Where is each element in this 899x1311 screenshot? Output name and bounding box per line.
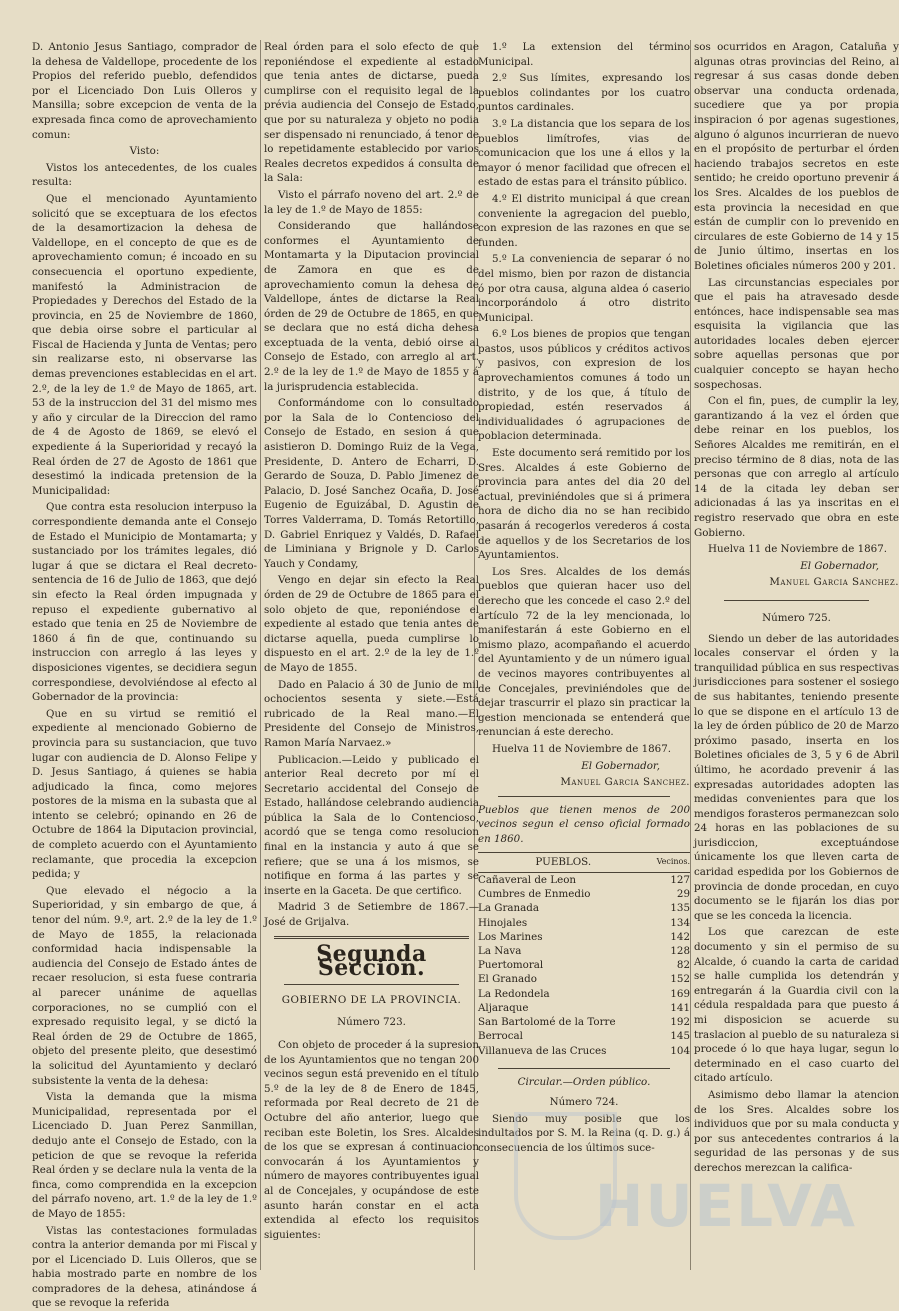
pueblo-name: Cumbres de Enmedio bbox=[478, 887, 649, 901]
pueblo-name: La Nava bbox=[478, 944, 649, 958]
paragraph: Real órden para el solo efecto de que reponiéndose el expediente al estado que tenia antes de dictarse, pueda cumplirse con el requisito legal de la prévia audiencia del Consejo de Estado, que por su naturaleza y objeto no podia ser dispensado ni renunciado, á tenor de lo repetidamente establecido por varios Reales decretos expedidos á consulta de la Sala: bbox=[264, 40, 479, 186]
gov-heading: GOBIERNO DE LA PROVINCIA. bbox=[264, 993, 479, 1008]
paragraph: 2.º Sus límites, expresando los pueblos colindantes por los cuatro puntos cardinales. bbox=[478, 71, 690, 115]
vecinos-count: 29 bbox=[649, 887, 690, 901]
paragraph: Visto: bbox=[32, 144, 257, 159]
pueblo-name: La Granada bbox=[478, 901, 649, 915]
paragraph: Madrid 3 de Setiembre de 1867.—José de Grijalva. bbox=[264, 900, 479, 929]
paragraph: Siendo un deber de las autoridades locales conservar el órden y la tranquilidad pública en sus respectivas jurisdicciones para sostener el sosiego de sus habitantes, teniendo presente lo que se dispone en el artículo 13 de la ley de órden público de 20 de Marzo próximo pasado, inserta en los Boletines oficiales de 3, 5 y 6 de Abril último, he acordado prevenir á las expresadas autoridades adopten las medidas convenientes para que los mendigos forasteros permanezcan solo 24 horas en las poblaciones de su jurisdiccion, exceptuándose únicamente los que lleven carta de caridad espedida por los Gobiernos de provincia de donde procedan, en cuyo documento se le fijarán los dias por que se les conceda la licencia. bbox=[694, 632, 899, 924]
pueblo-name: San Bartolomé de la Torre bbox=[478, 1015, 649, 1029]
vecinos-count: 104 bbox=[649, 1044, 690, 1058]
paragraph: 5.º La conveniencia de separar ó no del mismo, bien por razon de distancia ó por otra causa, alguna aldea ó caserio incorporándolo á otro distrito Municipal. bbox=[478, 252, 690, 325]
table-row bbox=[478, 1029, 690, 1043]
pueblos-table bbox=[478, 852, 690, 1057]
divider bbox=[498, 796, 670, 797]
table-header-pueblos: PUEBLOS. bbox=[478, 853, 649, 873]
paragraph: Huelva 11 de Noviembre de 1867. bbox=[478, 742, 690, 757]
table-row bbox=[478, 1001, 690, 1015]
paragraph: 4.º El distrito municipal á que crean conveniente la agregacion del pueblo, con expresion de las razones en que se funden. bbox=[478, 192, 690, 250]
paragraph: Vistos los antecedentes, de los cuales resulta: bbox=[32, 161, 257, 190]
paragraph: Que en su virtud se remitió el expediente al mencionado Gobierno de provincia para su sustanciacion, que tuvo lugar con audiencia de D. Alonso Felipe y D. Jesus Santiago, á quienes se habia adjudicado la finca, como mejores postores de la misma en la subasta que al intento se celebró; opinando en 26 de Octubre de 1864 la Diputacion provincial, de completo acuerdo con el Ayuntamiento reclamante, que procedia la excepcion pedida; y bbox=[32, 707, 257, 882]
table-header-vecinos: Vecinos. bbox=[649, 853, 690, 873]
paragraph: Dado en Palacio á 30 de Junio de mil ochocientos sesenta y siete.—Está rubricado de la Real mano.—El Presidente del Consejo de Ministros, Ramon María Narvaez.» bbox=[264, 678, 479, 751]
paragraph: Este documento será remitido por los Sres. Alcaldes á este Gobierno de provincia para antes del dia 20 del actual, previniéndoles que si á primera hora de dicho dia no se han recibido pasarán á recogerlos verederos á costa de aquellos y de los Secretarios de los Ayuntamientos. bbox=[478, 446, 690, 563]
table-row bbox=[478, 972, 690, 986]
paragraph: sos ocurridos en Aragon, Cataluña y algunas otras provincias del Reino, al regresar á sus casas donde deben observar una conducta ordenada, sucediere que ya por propia inspiracion ó por agenas sugestiones, alguno ó algunos incurrieran de nuevo en el propósito de perturbar el órden haciendo trabajos secretos en este sentido; he creido oportuno prevenir á los Sres. Alcaldes de los pueblos de esta provincia la necesidad en que están de cumplir con lo prevenido en circulares de este Gobierno de 14 y 15 de Junio último, insertas en los Boletines oficiales números 200 y 201. bbox=[694, 40, 899, 274]
paragraph: Vistas las contestaciones formuladas contra la anterior demanda por mi Fiscal y por el Licenciado D. Luis Olleros, que se habia mostrado parte en nombre de los compradores de la dehesa, atinándose á que se revoque la referida bbox=[32, 1224, 257, 1311]
column-divider bbox=[690, 40, 691, 1270]
paragraph: Los que carezcan de este documento y sin el permiso de su Alcalde, ó cuando la carta de caridad se halle cumplida los detendrán y entregarán á la Guardia civil con la cédula respaldada para que puesto á mi disposicion se acuerde su traslacion al pueblo de su naturaleza si procede ó lo que haya lugar, segun lo determinado en el caso cuarto del citado artículo. bbox=[694, 925, 899, 1086]
pueblo-name: Hinojales bbox=[478, 916, 649, 930]
paragraph: Con objeto de proceder á la supresion de los Ayuntamientos que no tengan 200 vecinos segun está prevenido en el título 5.º de la ley de 8 de Enero de 1845, reformada por Real decreto de 21 de Octubre del año anterior, luego que reciban este Boletin, los Sres. Alcaldes de los que se expresan á continuacion convocarán á los Ayuntamientos y número de mayores contribuyentes igual al de Concejales, y ocupándose de este asunto harán constar en el acta extendida al efecto los requisitos siguientes: bbox=[264, 1038, 479, 1242]
signature-title: El Gobernador, bbox=[694, 559, 899, 574]
pueblo-name: Cañaveral de Leon bbox=[478, 873, 649, 888]
table-row bbox=[478, 958, 690, 972]
paragraph: Que contra esta resolucion interpuso la correspondiente demanda ante el Consejo de Estado el Municipio de Montamarta; y sustanciado por los trámites legales, dió lugar á que se dictara el Real decreto-sentencia de 16 de Julio de 1863, que dejó sin efecto la Real órden impugnada y repuso el expediente gubernativo al estado que tenia en 25 de Noviembre de 1860 á fin de que, continuando su instruccion con arreglo á las leyes y disposiciones vigentes, se decidiera segun correspondiese, devolviéndose al efecto al Gobernador de la provincia: bbox=[32, 500, 257, 704]
vecinos-count: 134 bbox=[649, 916, 690, 930]
vecinos-count: 145 bbox=[649, 1029, 690, 1043]
table-body bbox=[478, 873, 690, 1058]
vecinos-count: 142 bbox=[649, 930, 690, 944]
column-1 bbox=[32, 40, 257, 1270]
divider bbox=[724, 600, 869, 601]
vecinos-count: 169 bbox=[649, 987, 690, 1001]
pueblo-name: Puertomoral bbox=[478, 958, 649, 972]
paragraph: Considerando que hallándose conformes el Ayuntamiento de Montamarta y la Diputacion provincial de Zamora en que es de aprovechamiento comun la dehesa de Valdellope, ántes de dictarse la Real órden de 29 de Octubre de 1865, en que se declara que no está dicha dehesa exceptuada de la venta, debió oirse al Consejo de Estado, con arreglo al art. 2.º de la ley de 1.º de Mayo de 1855 y á la jurisprudencia establecida. bbox=[264, 219, 479, 394]
watermark-logo: HUELVA bbox=[595, 1172, 857, 1240]
paragraph: Que elevado el négocio a la Superioridad, y sin embargo de que, á tenor del núm. 9.º, art. 2.º de la ley de 1.º de Mayo de 1855, la relacionada conformidad hacia indispensable la audiencia del Consejo de Estado ántes de recaer resolucion, si esta fuese contraria al parecer unánime de aquellas corporaciones, no se cumplió con el expresado requisito legal, y se dictó la Real órden de 29 de Octubre de 1865, objeto del presente pleito, que desestimó la solicitud del Ayuntamiento y declaró subsistente la venta de la dehesa: bbox=[32, 884, 257, 1088]
paragraph: Huelva 11 de Noviembre de 1867. bbox=[694, 542, 899, 557]
table-row bbox=[478, 887, 690, 901]
table-row bbox=[478, 901, 690, 915]
paragraph: 6.º Los bienes de propios que tengan pastos, usos públicos y créditos activos y pasivos, con expresion de los aprovechamientos comunes á todo un distrito, y de los que, á título de propiedad, estén reservados á individualidades ó agrupaciones de poblacion determinada. bbox=[478, 327, 690, 444]
table-row bbox=[478, 916, 690, 930]
section-rule bbox=[274, 936, 469, 939]
column-divider bbox=[260, 40, 261, 1270]
paragraph: D. Antonio Jesus Santiago, comprador de la dehesa de Valdellope, procedente de los Propios del referido pueblo, defendidos por el Licenciado Don Luis Olleros y Mansilla; sobre excepcion de venta de la expresada finca como de aprovechamiento comun: bbox=[32, 40, 257, 142]
vecinos-count: 127 bbox=[649, 873, 690, 888]
pueblo-name: La Redondela bbox=[478, 987, 649, 1001]
paragraph: Los Sres. Alcaldes de los demás pueblos que quieran hacer uso del derecho que les concede el caso 2.º del artículo 72 de la ley mencionada, lo manifestarán á este Gobierno en el mismo plazo, acompañando el acuerdo del Ayuntamiento y de un número igual de vecinos mayores contribuyentes al de Concejales, previniéndoles que de dejar trascurrir el plazo sin practicar la gestion mencionada se entenderá que renuncian á este derecho. bbox=[478, 565, 690, 740]
paragraph: Asimismo debo llamar la atencion de los Sres. Alcaldes sobre los individuos que por su mala conducta y por sus antecedentes contrarios á la seguridad de las personas y de sus derechos merezcan la califica- bbox=[694, 1088, 899, 1176]
table-row bbox=[478, 1015, 690, 1029]
column-4 bbox=[694, 40, 899, 1270]
signature-name: Manuel Garcia Sanchez. bbox=[694, 575, 899, 590]
pueblo-name: El Granado bbox=[478, 972, 649, 986]
column-3 bbox=[478, 40, 690, 1270]
number-heading: Número 724. bbox=[478, 1095, 690, 1110]
paragraph: Las circunstancias especiales por que el pais ha atravesado desde entónces, hace indispensable sea mas esquisita la vigilancia que las autoridades locales deben ejercer sobre aquellas personas que por cualquier concepto se hayan hecho sospechosas. bbox=[694, 276, 899, 393]
pueblo-name: Aljaraque bbox=[478, 1001, 649, 1015]
vecinos-count: 152 bbox=[649, 972, 690, 986]
section-heading: Segunda Seccion. bbox=[264, 947, 479, 976]
signature-title: El Gobernador, bbox=[478, 759, 690, 774]
paragraph: Con el fin, pues, de cumplir la ley, garantizando á la vez el órden que debe reinar en los pueblos, los Señores Alcaldes me remitirán, en el preciso término de 8 dias, nota de las personas que con arreglo al artículo 14 de la citada ley deban ser adicionadas á las ya inscritas en el registro reservado que obra en este Gobierno. bbox=[694, 394, 899, 540]
number-heading: Número 723. bbox=[264, 1015, 479, 1030]
table-row bbox=[478, 930, 690, 944]
paragraph: 3.º La distancia que los separa de los pueblos limítrofes, vias de comunicacion que los une á ellos y la mayor ó menor facilidad que ofrecen el estado de estas para el tránsito público. bbox=[478, 117, 690, 190]
paragraph: Que el mencionado Ayuntamiento solicitó que se exceptuara de los efectos de la desamortizacion la dehesa de Valdellope, en el concepto de que es de aprovechamiento comun; é incoado en su consecuencia el oportuno expediente, manifestó la Administracion de Propiedades y Derechos del Estado de la provincia, en 25 de Noviembre de 1860, que debia oirse sobre el particular al Fiscal de Hacienda y Junta de Ventas; pero sin realizarse esto, ni observarse las demas prevenciones establecidas en el art. 2.º, de la ley de 1.º de Mayo de 1865, art. 53 de la instruccion del 31 del mismo mes y año y circular de la Direccion del ramo de 4 de Agosto de 1869, se elevó el expediente á la Superioridad y recayó la Real órden de 27 de Agosto de 1861 que desestimó la indicada pretension de la Municipalidad: bbox=[32, 192, 257, 498]
number-heading: Número 725. bbox=[694, 611, 899, 626]
pueblo-name: Los Marines bbox=[478, 930, 649, 944]
vecinos-count: 128 bbox=[649, 944, 690, 958]
vecinos-count: 135 bbox=[649, 901, 690, 915]
column-2 bbox=[264, 40, 479, 1270]
table-title: Pueblos que tienen menos de 200 vecinos segun el censo oficial formado en 1860. bbox=[478, 803, 690, 847]
vecinos-count: 82 bbox=[649, 958, 690, 972]
pueblo-name: Villanueva de las Cruces bbox=[478, 1044, 649, 1058]
newspaper-page bbox=[22, 40, 878, 1270]
table-row bbox=[478, 944, 690, 958]
paragraph: Publicacion.—Leido y publicado el anterior Real decreto por mí el Secretario accidental del Consejo de Estado, hallándose celebrando audiencia pública la Sala de lo Contencioso, acordó que se tenga como resolucion final en la instancia y auto á que se refiere; que se una á los mismos, se notifique en forma á las partes y se inserte en la Gaceta. De que certifico. bbox=[264, 753, 479, 899]
circular-heading: Circular.—Orden público. bbox=[478, 1075, 690, 1090]
vecinos-count: 141 bbox=[649, 1001, 690, 1015]
table-row bbox=[478, 1044, 690, 1058]
divider bbox=[498, 1068, 670, 1069]
pueblo-name: Berrocal bbox=[478, 1029, 649, 1043]
paragraph: Visto el párrafo noveno del art. 2.º de la ley de 1.º de Mayo de 1855: bbox=[264, 188, 479, 217]
paragraph: Siendo muy posible que los indultados por S. M. la Reina (q. D. g.) á consecuencia de los últimos suce- bbox=[478, 1112, 690, 1156]
paragraph: Conformándome con lo consultado por la Sala de lo Contencioso del Consejo de Estado, en sesion á que asistieron D. Domingo Ruiz de la Vega, Presidente, D. Antero de Echarri, D. Gerardo de Souza, D. Pablo Jimenez de Palacio, D. José Sanchez Ocaña, D. José Eugenio de Eguizábal, D. Agustin de Torres Valderrama, D. Tomás Retortillo, D. Gabriel Enriquez y Valdés, D. Rafael de Liminiana y Brignole y D. Carlos Yauch y Condamy, bbox=[264, 396, 479, 571]
vecinos-count: 192 bbox=[649, 1015, 690, 1029]
divider bbox=[284, 984, 459, 985]
paragraph: Vista la demanda que la misma Municipalidad, representada por el Licenciado D. Juan Perez Sanmillan, dedujo ante el Consejo de Estado, con la peticion de que se revoque la referida Real órden y se declare nula la venta de la finca, como comprendida en la excepcion del párrafo noveno, art. 1.º de la ley de 1.º de Mayo de 1855: bbox=[32, 1090, 257, 1221]
signature-name: Manuel Garcia Sanchez. bbox=[478, 775, 690, 790]
table-row bbox=[478, 873, 690, 888]
paragraph: Vengo en dejar sin efecto la Real órden de 29 de Octubre de 1865 para el solo objeto de que, reponiéndose el expediente al estado que tenia antes de dictarse aquella, pueda cumplirse lo dispuesto en el art. 2.º de la ley de 1.º de Mayo de 1855. bbox=[264, 573, 479, 675]
table-row bbox=[478, 987, 690, 1001]
paragraph: 1.º La extension del término Municipal. bbox=[478, 40, 690, 69]
